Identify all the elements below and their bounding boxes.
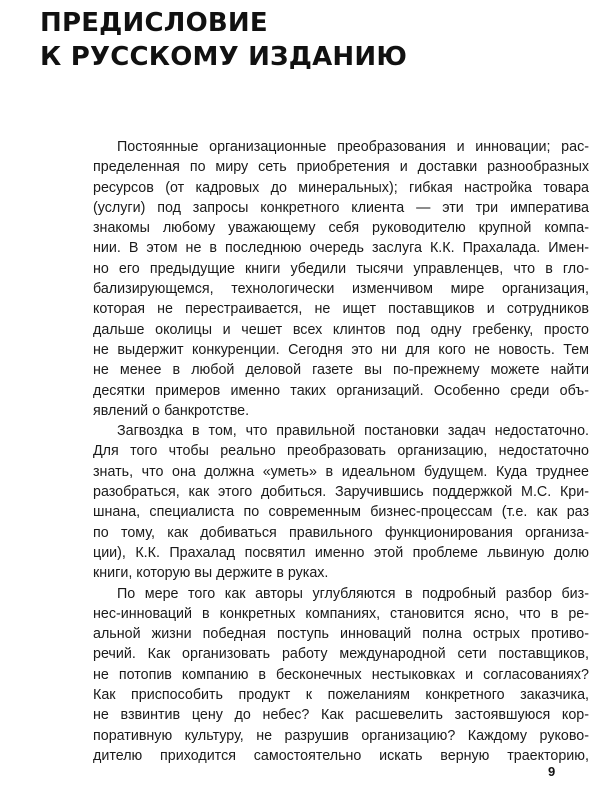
text-line: разобраться, как этого добиться. Заручившись поддержкой М.С. Кри- bbox=[93, 484, 589, 501]
chapter-title bbox=[40, 6, 407, 74]
text-line: нии. В этом не в последнюю очередь заслуга К.К. Прахалада. Имен- bbox=[93, 240, 589, 257]
text-line: но его предыдущие книги убедили тысячи управленцев, что в гло- bbox=[93, 260, 589, 277]
text-line: которая не перестраивается, не ищет поставщиков и сотрудников bbox=[93, 301, 589, 318]
text-line: нес-инноваций в конкретных компаниях, становится ясно, что в ре- bbox=[93, 605, 589, 622]
text-line: ресурсов (от кадровых до минеральных); гибкая настройка товара bbox=[93, 179, 589, 196]
text-line: шнана, специалиста по современным бизнес-процессам (т.е. как раз bbox=[93, 504, 589, 521]
text-line: Как приспособить продукт к пожеланиям конкретного заказчика, bbox=[93, 687, 589, 704]
text-line: Для того чтобы реально преобразовать организацию, недостаточно bbox=[93, 443, 589, 460]
text-line: явлений о банкротстве. bbox=[93, 402, 250, 419]
paragraph-2 bbox=[93, 421, 589, 583]
body-text bbox=[93, 137, 589, 766]
chapter-title-line-2: К РУССКОМУ ИЗДАНИЮ bbox=[40, 42, 408, 72]
chapter-title-line-1: ПРЕДИСЛОВИЕ bbox=[40, 8, 268, 38]
text-line: не взвинтив цену до небес? Как расшевелить застоявшуюся кор- bbox=[93, 707, 589, 724]
text-line: бализирующемся, технологически изменчивом мире организация, bbox=[93, 281, 589, 298]
text-line: альной жизни победная поступь инноваций полна острых противо- bbox=[93, 626, 589, 643]
text-line: речий. Как организовать работу международной сети поставщиков, bbox=[93, 646, 589, 663]
text-line: знать, что она должна «уметь» в идеальном будущем. Куда труднее bbox=[93, 463, 589, 480]
paragraph-3 bbox=[93, 584, 589, 767]
text-line: десятки примеров именно таких организаций. Особенно среди объ- bbox=[93, 382, 589, 399]
text-line: не потопив компанию в бесконечных нестыковках и согласованиях? bbox=[93, 666, 589, 683]
text-line: По мере того как авторы углубляются в подробный разбор биз- bbox=[117, 585, 589, 602]
paragraph-1 bbox=[93, 137, 589, 421]
text-line: знакомы любому уважающему себя руководителю крупной компа- bbox=[93, 220, 589, 237]
text-line: не выдержит конкуренции. Сегодня это ни для кого не новость. Тем bbox=[93, 341, 589, 358]
text-line: Постоянные организационные преобразования и инновации; рас- bbox=[117, 139, 589, 155]
text-line: (услуги) под запросы конкретного клиента — эти три императива bbox=[93, 199, 589, 216]
text-line: пределенная по миру сеть приобретения и доставки разнообразных bbox=[93, 159, 589, 176]
text-line: дальше околицы и чешет всех клинтов под одну гребенку, просто bbox=[93, 321, 589, 338]
text-line: поративную культуру, не разрушив организацию? Каждому руково- bbox=[93, 727, 589, 744]
text-line: не менее в любой деловой газете вы по-прежнему можете найти bbox=[93, 362, 589, 379]
page-number: 9 bbox=[548, 764, 556, 779]
text-line: ции), К.К. Прахалад посвятил именно этой проблеме львиную долю bbox=[93, 544, 589, 561]
text-line: дителю приходится самостоятельно искать верную траекторию, bbox=[93, 747, 589, 764]
text-line: по тому, как добиваться правильного функционирования организа- bbox=[93, 524, 589, 541]
text-line: Загвоздка в том, что правильной постановки задач недостаточно. bbox=[117, 423, 589, 440]
text-line: книги, которую вы держите в руках. bbox=[93, 565, 329, 582]
